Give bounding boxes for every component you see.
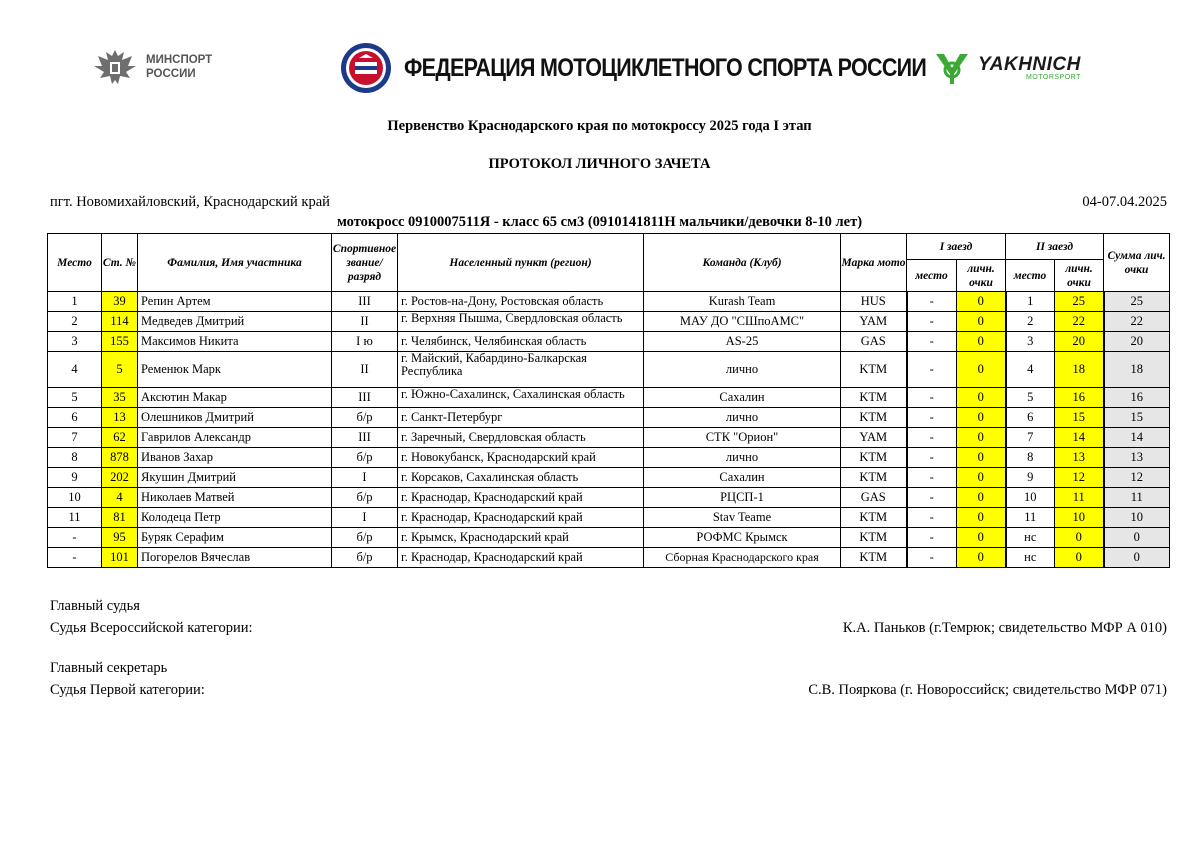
cell-name: Якушин Дмитрий [138,468,332,488]
cell-place: 10 [48,488,102,508]
cell-place: 2 [48,312,102,332]
cell-heat2-points: 12 [1055,468,1104,488]
cell-team: лично [644,448,841,468]
cell-team: лично [644,352,841,388]
cell-heat1-place: - [907,448,957,468]
cell-start-no: 35 [102,388,138,408]
yakhnich-subtitle: MOTORSPORT [1025,73,1081,81]
cell-team: СТК "Орион" [644,428,841,448]
cell-place: 8 [48,448,102,468]
cell-total: 16 [1104,388,1170,408]
minsport-line2: РОССИИ [146,68,196,80]
cell-heat2-points: 25 [1055,292,1104,312]
cell-heat1-place: - [907,488,957,508]
cell-city: г. Майский, Кабардино-Балкарская Республика [398,352,644,388]
cell-city: г. Санкт-Петербург [398,408,644,428]
cell-start-no: 39 [102,292,138,312]
cell-name: Олешников Дмитрий [138,408,332,428]
fms-emblem-icon [340,42,392,94]
cell-heat1-points: 0 [957,312,1006,332]
class-line: мотокросс 0910007511Я - класс 65 см3 (0910141811Н мальчики/девочки 8-10 лет) [336,214,863,230]
judge-category: Судья Всероссийской категории: [50,620,253,636]
table-row [48,292,1170,312]
eagle-emblem-icon [92,44,138,90]
cell-heat2-place: 1 [1006,292,1055,312]
cell-moto: YAM [841,312,907,332]
cell-place: 3 [48,332,102,352]
cell-heat1-points: 0 [957,292,1006,312]
cell-team: РОФМС Крымск [644,528,841,548]
cell-total: 22 [1104,312,1170,332]
cell-place: - [48,548,102,568]
cell-name: Репин Артем [138,292,332,312]
logo-bar [0,40,1199,100]
cell-heat2-points: 18 [1055,352,1104,388]
cell-team: РЦСП-1 [644,488,841,508]
table-row [48,388,1170,408]
cell-place: 7 [48,428,102,448]
cell-total: 13 [1104,448,1170,468]
cell-rank: б/р [332,408,398,428]
cell-heat2-place: нс [1006,528,1055,548]
cell-heat1-points: 0 [957,428,1006,448]
cell-team: лично [644,408,841,428]
table-row [48,468,1170,488]
col-team: Команда (Клуб) [644,234,841,292]
event-dates: 04-07.04.2025 [1082,194,1167,210]
cell-rank: III [332,428,398,448]
cell-place: - [48,528,102,548]
cell-rank: II [332,352,398,388]
cell-total: 25 [1104,292,1170,312]
cell-heat1-place: - [907,468,957,488]
cell-heat1-points: 0 [957,448,1006,468]
cell-total: 0 [1104,528,1170,548]
cell-name: Буряк Серафим [138,528,332,548]
col-rank: Спортивное звание/разряд [332,234,398,292]
cell-moto: GAS [841,488,907,508]
col-heat2-points: личн. очки [1055,260,1104,292]
cell-start-no: 878 [102,448,138,468]
cell-name: Николаев Матвей [138,488,332,508]
cell-heat2-place: 4 [1006,352,1055,388]
table-row [48,428,1170,448]
cell-city: г. Заречный, Свердловская область [398,428,644,448]
cell-place: 11 [48,508,102,528]
cell-heat2-place: 6 [1006,408,1055,428]
cell-heat2-points: 16 [1055,388,1104,408]
cell-city: г. Челябинск, Челябинская область [398,332,644,352]
cell-moto: KTM [841,528,907,548]
cell-name: Иванов Захар [138,448,332,468]
cell-team: Stav Teame [644,508,841,528]
cell-name: Гаврилов Александр [138,428,332,448]
cell-rank: III [332,292,398,312]
cell-moto: KTM [841,448,907,468]
cell-place: 4 [48,352,102,388]
cell-city: г. Верхняя Пышма, Свердловская область [398,312,644,332]
cell-name: Колодеца Петр [138,508,332,528]
cell-rank: I [332,508,398,528]
cell-total: 20 [1104,332,1170,352]
cell-heat1-points: 0 [957,508,1006,528]
cell-name: Аксютин Макар [138,388,332,408]
cell-heat1-place: - [907,332,957,352]
cell-moto: KTM [841,408,907,428]
cell-heat1-place: - [907,352,957,388]
cell-heat1-place: - [907,292,957,312]
secretary-category: Судья Первой категории: [50,682,205,698]
cell-heat1-place: - [907,508,957,528]
results-table [47,233,1170,568]
yakhnich-logo [932,48,1081,88]
cell-heat1-place: - [907,312,957,332]
cell-name: Медведев Дмитрий [138,312,332,332]
secretary-name: С.В. Пояркова (г. Новороссийск; свидетельство МФР 071) [808,682,1167,698]
cell-heat1-points: 0 [957,332,1006,352]
cell-heat1-points: 0 [957,352,1006,388]
cell-place: 1 [48,292,102,312]
cell-rank: б/р [332,448,398,468]
cell-start-no: 13 [102,408,138,428]
cell-heat2-place: 7 [1006,428,1055,448]
cell-rank: б/р [332,488,398,508]
event-title: Первенство Краснодарского края по мотокроссу 2025 года I этап [387,118,812,134]
cell-city: г. Краснодар, Краснодарский край [398,488,644,508]
cell-heat1-place: - [907,548,957,568]
cell-place: 5 [48,388,102,408]
cell-heat2-place: 10 [1006,488,1055,508]
cell-name: Ременюк Марк [138,352,332,388]
yakhnich-title: YAKHNICH [978,53,1081,75]
results-body [48,292,1170,568]
cell-heat2-points: 0 [1055,528,1104,548]
cell-start-no: 155 [102,332,138,352]
table-row [48,332,1170,352]
cell-place: 6 [48,408,102,428]
col-total: Сумма лич. очки [1104,234,1170,292]
fms-title: ФЕДЕРАЦИЯ МОТОЦИКЛЕТНОГО СПОРТА РОССИИ [404,53,927,82]
table-row [48,508,1170,528]
cell-total: 12 [1104,468,1170,488]
cell-heat1-points: 0 [957,548,1006,568]
cell-team: Сахалин [644,468,841,488]
cell-city: г. Корсаков, Сахалинская область [398,468,644,488]
cell-team: Kurash Team [644,292,841,312]
col-start-no: Ст. № [102,234,138,292]
cell-team: Сборная Краснодарского края [644,548,841,568]
cell-heat1-place: - [907,408,957,428]
cell-city: г. Крымск, Краснодарский край [398,528,644,548]
cell-start-no: 95 [102,528,138,548]
cell-name: Максимов Никита [138,332,332,352]
cell-moto: KTM [841,548,907,568]
cell-heat2-points: 11 [1055,488,1104,508]
cell-heat1-points: 0 [957,488,1006,508]
cell-heat2-place: 11 [1006,508,1055,528]
cell-total: 0 [1104,548,1170,568]
fms-logo [340,42,1011,94]
cell-moto: GAS [841,332,907,352]
cell-heat1-place: - [907,388,957,408]
cell-start-no: 4 [102,488,138,508]
cell-team: МАУ ДО "СШпоАМС" [644,312,841,332]
minsport-line1: МИНСПОРТ [146,54,213,66]
cell-heat2-place: 5 [1006,388,1055,408]
col-heat2-place: место [1006,260,1055,292]
cell-city: г. Ростов-на-Дону, Ростовская область [398,292,644,312]
cell-start-no: 114 [102,312,138,332]
table-row [48,448,1170,468]
cell-rank: I ю [332,332,398,352]
cell-moto: KTM [841,388,907,408]
cell-rank: б/р [332,528,398,548]
cell-moto: KTM [841,508,907,528]
cell-team: AS-25 [644,332,841,352]
cell-heat1-points: 0 [957,408,1006,428]
cell-moto: KTM [841,352,907,388]
cell-start-no: 81 [102,508,138,528]
judge-name: К.А. Паньков (г.Темрюк; свидетельство МФР А 010) [842,620,1167,636]
cell-city: г. Краснодар, Краснодарский край [398,548,644,568]
table-row [48,548,1170,568]
cell-heat2-points: 22 [1055,312,1104,332]
yakhnich-leaf-icon [932,48,972,88]
cell-moto: HUS [841,292,907,312]
cell-heat1-points: 0 [957,528,1006,548]
cell-heat2-place: 2 [1006,312,1055,332]
cell-heat1-place: - [907,428,957,448]
cell-heat2-place: 8 [1006,448,1055,468]
cell-heat2-place: 3 [1006,332,1055,352]
table-row [48,528,1170,548]
cell-rank: б/р [332,548,398,568]
col-heat2: II заезд [1006,234,1104,260]
cell-heat2-place: нс [1006,548,1055,568]
cell-heat1-place: - [907,528,957,548]
cell-rank: III [332,388,398,408]
cell-rank: II [332,312,398,332]
secretary-title: Главный секретарь [50,660,168,676]
cell-total: 15 [1104,408,1170,428]
col-heat1-place: место [907,260,957,292]
cell-total: 18 [1104,352,1170,388]
judge-title: Главный судья [50,598,140,614]
cell-moto: KTM [841,468,907,488]
cell-start-no: 101 [102,548,138,568]
cell-heat2-points: 20 [1055,332,1104,352]
cell-place: 9 [48,468,102,488]
cell-heat2-place: 9 [1006,468,1055,488]
cell-city: г. Краснодар, Краснодарский край [398,508,644,528]
col-moto: Марка мото [841,234,907,292]
protocol-title: ПРОТОКОЛ ЛИЧНОГО ЗАЧЕТА [488,156,711,172]
cell-start-no: 62 [102,428,138,448]
col-heat1-points: личн. очки [957,260,1006,292]
table-row [48,352,1170,388]
col-heat1: I заезд [907,234,1006,260]
minsport-logo [92,44,212,90]
cell-city: г. Южно-Сахалинск, Сахалинская область [398,388,644,408]
table-row [48,312,1170,332]
cell-heat2-points: 10 [1055,508,1104,528]
cell-heat2-points: 0 [1055,548,1104,568]
cell-total: 11 [1104,488,1170,508]
table-row [48,408,1170,428]
cell-heat2-points: 15 [1055,408,1104,428]
cell-heat2-points: 14 [1055,428,1104,448]
cell-team: Сахалин [644,388,841,408]
cell-name: Погорелов Вячеслав [138,548,332,568]
cell-total: 14 [1104,428,1170,448]
cell-heat2-points: 13 [1055,448,1104,468]
cell-heat1-points: 0 [957,468,1006,488]
cell-rank: I [332,468,398,488]
cell-heat1-points: 0 [957,388,1006,408]
cell-start-no: 5 [102,352,138,388]
table-row [48,488,1170,508]
col-name: Фамилия, Имя участника [138,234,332,292]
col-city: Населенный пункт (регион) [398,234,644,292]
cell-city: г. Новокубанск, Краснодарский край [398,448,644,468]
cell-start-no: 202 [102,468,138,488]
col-place: Место [48,234,102,292]
cell-moto: YAM [841,428,907,448]
cell-total: 10 [1104,508,1170,528]
event-location: пгт. Новомихайловский, Краснодарский край [50,194,330,210]
